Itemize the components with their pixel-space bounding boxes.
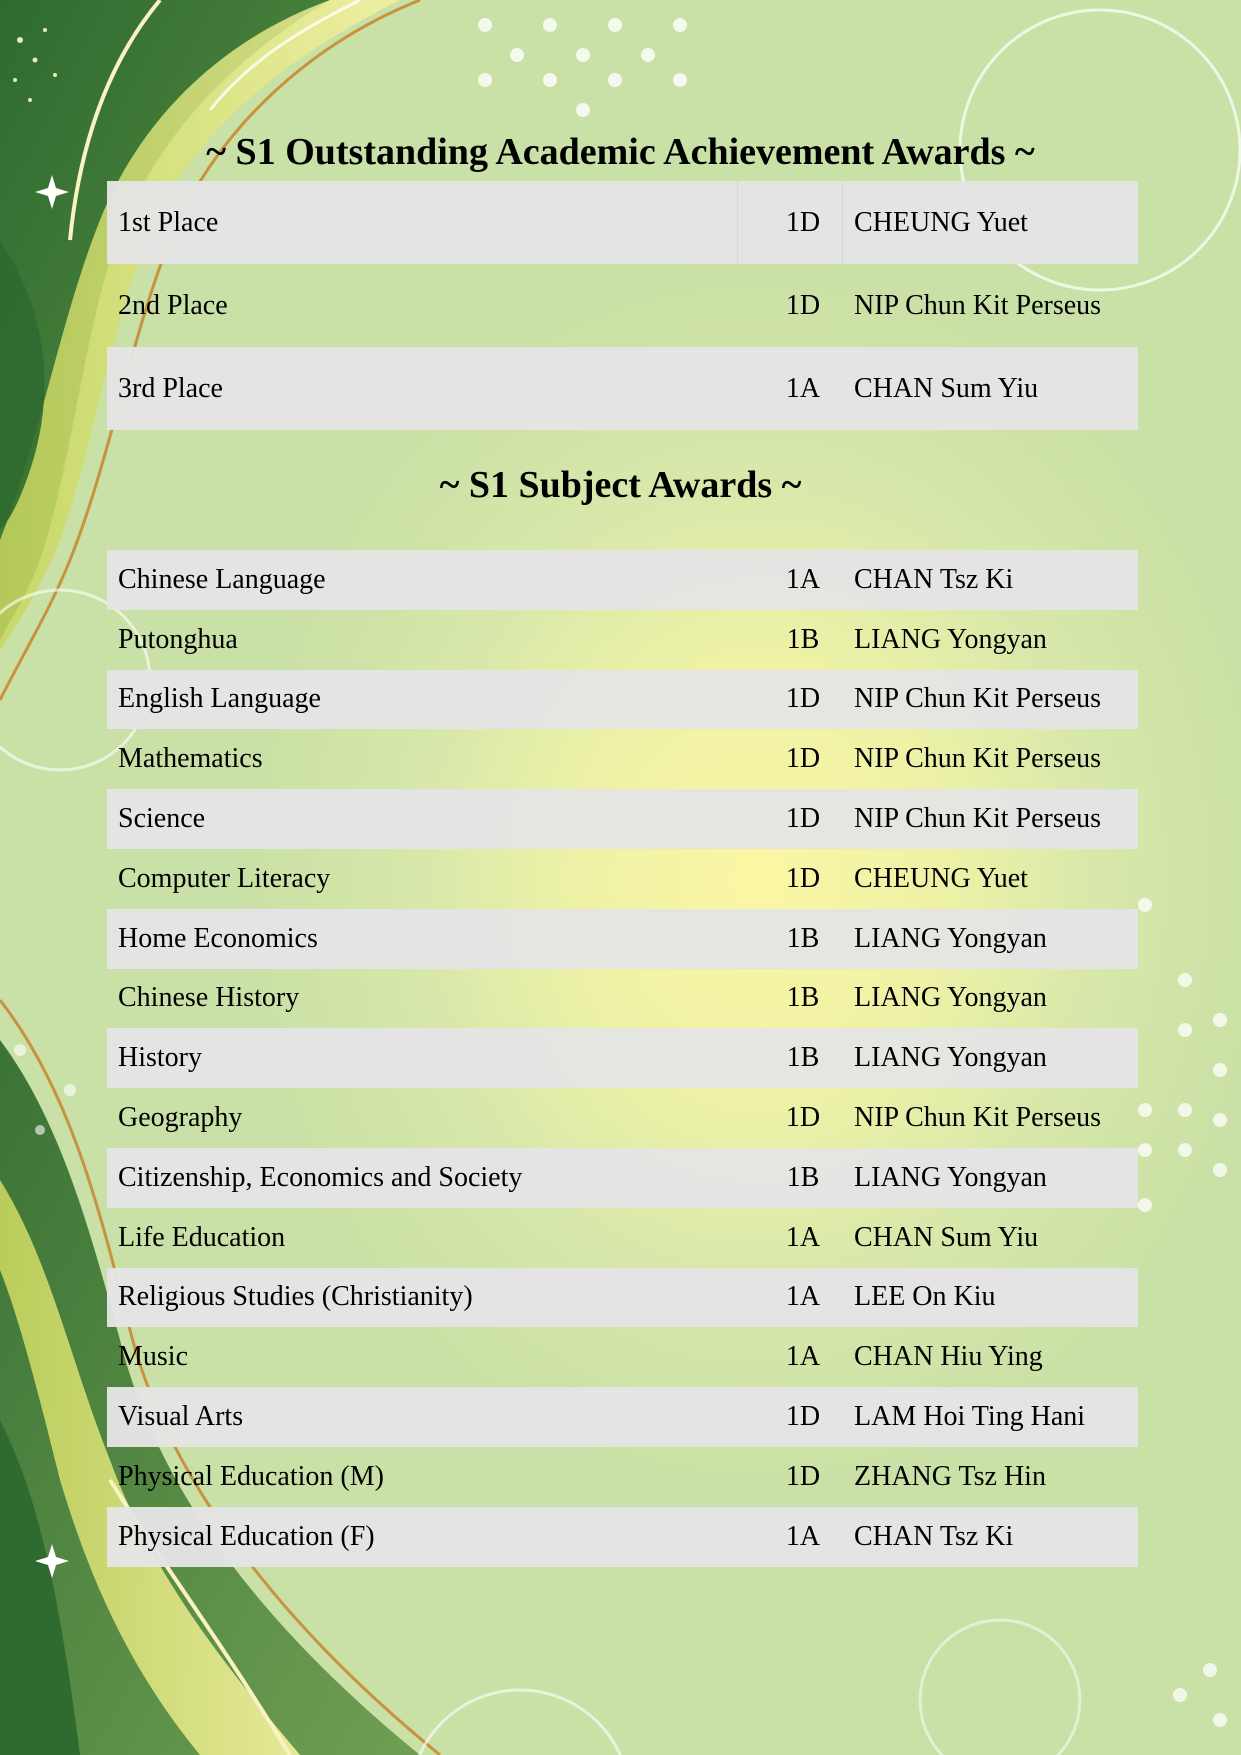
class-cell: 1A (785, 1520, 821, 1552)
class-cell: 1D (785, 1102, 821, 1134)
table-row (107, 789, 1138, 849)
class-cell: 1D (785, 803, 821, 835)
class-cell: 1A (785, 1341, 821, 1373)
student-name-cell: CHAN Hiu Ying (854, 1341, 1043, 1373)
class-cell: 1D (785, 862, 821, 894)
student-name-cell: NIP Chun Kit Perseus (854, 683, 1102, 715)
subject-cell: Chinese History (118, 982, 300, 1014)
class-cell: 1A (785, 1281, 821, 1313)
student-name-cell: LAM Hoi Ting Hani (854, 1401, 1086, 1433)
subject-awards-table (107, 550, 1138, 1567)
table-row (107, 849, 1138, 909)
subject-cell: Religious Studies (Christianity) (118, 1281, 473, 1313)
student-name-cell: CHAN Tsz Ki (854, 1520, 1014, 1552)
student-name-cell: CHAN Sum Yiu (854, 1221, 1039, 1253)
class-cell: 1A (785, 372, 821, 404)
student-name-cell: LIANG Yongyan (854, 1161, 1047, 1193)
class-cell: 1B (786, 1042, 820, 1074)
student-name-cell: LIANG Yongyan (854, 982, 1047, 1014)
table-row (107, 610, 1138, 670)
subject-cell: Computer Literacy (118, 862, 331, 894)
award-cell: 2nd Place (118, 289, 228, 321)
class-cell: 1D (785, 1460, 821, 1492)
table-row (107, 670, 1138, 730)
student-name-cell: NIP Chun Kit Perseus (854, 803, 1102, 835)
subject-cell: Geography (118, 1102, 243, 1134)
class-cell: 1B (786, 982, 820, 1014)
table-row (107, 729, 1138, 789)
subject-cell: English Language (118, 683, 321, 715)
table-row (107, 909, 1138, 969)
table-row (107, 1028, 1138, 1088)
table-row (107, 347, 1138, 430)
table-row (107, 1268, 1138, 1328)
student-name-cell: CHAN Sum Yiu (854, 372, 1039, 404)
subject-cell: History (118, 1042, 202, 1074)
table-row (107, 181, 1138, 264)
student-name-cell: LEE On Kiu (854, 1281, 996, 1313)
subject-cell: Life Education (118, 1221, 286, 1253)
outstanding-awards-title: ~ S1 Outstanding Academic Achievement Awards ~ (206, 131, 1035, 173)
table-row (107, 1208, 1138, 1268)
class-cell: 1D (785, 743, 821, 775)
student-name-cell: ZHANG Tsz Hin (854, 1460, 1046, 1492)
subject-cell: Citizenship, Economics and Society (118, 1161, 523, 1193)
subject-cell: Science (118, 803, 206, 835)
student-name-cell: LIANG Yongyan (854, 922, 1047, 954)
class-cell: 1A (785, 563, 821, 595)
student-name-cell: CHAN Tsz Ki (854, 563, 1014, 595)
subject-cell: Physical Education (M) (118, 1460, 384, 1492)
student-name-cell: CHEUNG Yuet (854, 206, 1028, 238)
table-row (107, 969, 1138, 1029)
subject-cell: Home Economics (118, 922, 318, 954)
student-name-cell: CHEUNG Yuet (854, 862, 1028, 894)
class-cell: 1B (786, 922, 820, 954)
table-row (107, 264, 1138, 347)
award-cell: 1st Place (118, 206, 219, 238)
class-cell: 1B (786, 623, 820, 655)
table-row (107, 1387, 1138, 1447)
subject-cell: Music (118, 1341, 188, 1373)
subject-cell: Mathematics (118, 743, 263, 775)
table-row (107, 1507, 1138, 1567)
subject-cell: Physical Education (F) (118, 1520, 375, 1552)
class-cell: 1D (785, 206, 821, 238)
student-name-cell: NIP Chun Kit Perseus (854, 1102, 1102, 1134)
subject-cell: Chinese Language (118, 563, 326, 595)
subject-cell: Putonghua (118, 623, 238, 655)
class-cell: 1B (786, 1161, 820, 1193)
class-cell: 1A (785, 1221, 821, 1253)
class-cell: 1D (785, 289, 821, 321)
student-name-cell: NIP Chun Kit Perseus (854, 289, 1102, 321)
table-row (107, 1088, 1138, 1148)
award-cell: 3rd Place (118, 372, 223, 404)
table-row (107, 1148, 1138, 1208)
subject-awards-title: ~ S1 Subject Awards ~ (439, 464, 802, 506)
table-row (107, 1447, 1138, 1507)
table-row (107, 550, 1138, 610)
class-cell: 1D (785, 1401, 821, 1433)
class-cell: 1D (785, 683, 821, 715)
student-name-cell: LIANG Yongyan (854, 1042, 1047, 1074)
outstanding-awards-table (107, 181, 1138, 430)
student-name-cell: NIP Chun Kit Perseus (854, 743, 1102, 775)
table-row (107, 1327, 1138, 1387)
subject-cell: Visual Arts (118, 1401, 244, 1433)
student-name-cell: LIANG Yongyan (854, 623, 1047, 655)
